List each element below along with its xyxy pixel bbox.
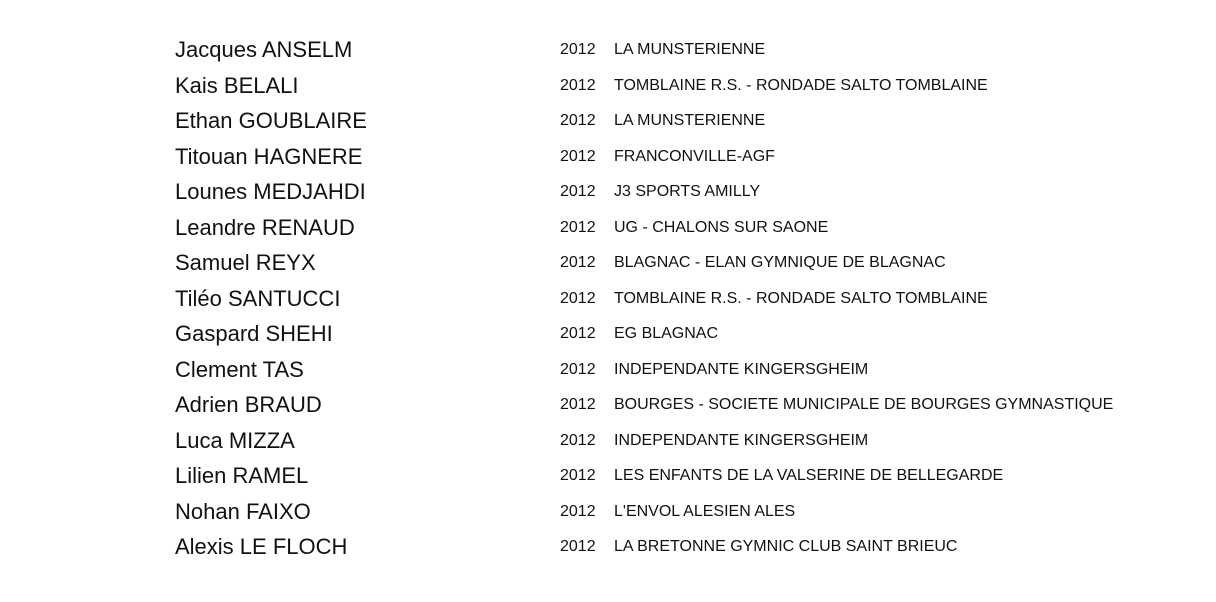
athlete-row <box>0 103 1216 139</box>
athlete-row <box>0 245 1216 281</box>
athlete-name: Nohan FAIXO <box>175 498 311 524</box>
athlete-row <box>0 139 1216 175</box>
athlete-name: Tiléo SANTUCCI <box>175 285 341 311</box>
athlete-year: 2012 <box>560 360 596 378</box>
athlete-year: 2012 <box>560 147 596 165</box>
athlete-year: 2012 <box>560 112 596 129</box>
athlete-year: 2012 <box>560 396 596 413</box>
athlete-name: Gaspard SHEHI <box>175 321 333 346</box>
athlete-year: 2012 <box>560 467 596 484</box>
athlete-year: 2012 <box>560 76 596 94</box>
athlete-club: L'ENVOL ALESIEN ALES <box>614 502 796 520</box>
athlete-club: EG BLAGNAC <box>614 325 719 342</box>
athlete-row <box>0 352 1216 388</box>
athlete-row <box>0 423 1216 459</box>
athlete-year: 2012 <box>560 538 596 555</box>
athlete-year: 2012 <box>560 431 596 449</box>
athlete-row <box>0 210 1216 246</box>
athlete-name: Adrien BRAUD <box>175 392 322 417</box>
athlete-name: Jacques ANSELM <box>175 37 353 62</box>
athlete-club: TOMBLAINE R.S. - RONDADE SALTO TOMBLAINE <box>614 289 988 307</box>
athlete-name: Alexis LE FLOCH <box>175 534 348 559</box>
athlete-club: INDEPENDANTE KINGERSGHEIM <box>614 360 869 378</box>
athlete-club: LES ENFANTS DE LA VALSERINE DE BELLEGARDE <box>614 467 1004 484</box>
athlete-row <box>0 68 1216 104</box>
athlete-row <box>0 32 1216 68</box>
athlete-year: 2012 <box>560 218 596 236</box>
athlete-year: 2012 <box>560 183 596 200</box>
athlete-club: LA MUNSTERIENNE <box>614 112 766 129</box>
athlete-club: J3 SPORTS AMILLY <box>614 183 761 200</box>
athlete-name: Kais BELALI <box>175 72 299 98</box>
athlete-year: 2012 <box>560 325 596 342</box>
athlete-row <box>0 174 1216 210</box>
athlete-name: Lounes MEDJAHDI <box>175 179 366 204</box>
athlete-name: Clement TAS <box>175 356 304 382</box>
athlete-row <box>0 387 1216 423</box>
athlete-row <box>0 281 1216 317</box>
athlete-club: UG - CHALONS SUR SAONE <box>614 218 829 236</box>
athlete-year: 2012 <box>560 41 596 58</box>
athlete-name: Ethan GOUBLAIRE <box>175 108 367 133</box>
athlete-list <box>0 32 1216 565</box>
athlete-name: Leandre RENAUD <box>175 214 355 240</box>
athlete-year: 2012 <box>560 502 596 520</box>
athlete-club: FRANCONVILLE-AGF <box>614 147 775 165</box>
athlete-year: 2012 <box>560 289 596 307</box>
athlete-name: Luca MIZZA <box>175 427 295 453</box>
athlete-row <box>0 316 1216 352</box>
athlete-name: Titouan HAGNERE <box>175 143 363 169</box>
athlete-row <box>0 494 1216 530</box>
athlete-club: BOURGES - SOCIETE MUNICIPALE DE BOURGES GYMNASTIQUE <box>614 396 1114 413</box>
athlete-name: Lilien RAMEL <box>175 463 309 488</box>
athlete-row <box>0 529 1216 565</box>
athlete-name: Samuel REYX <box>175 250 316 275</box>
athlete-club: BLAGNAC - ELAN GYMNIQUE DE BLAGNAC <box>614 254 946 271</box>
athlete-year: 2012 <box>560 254 596 271</box>
athlete-row <box>0 458 1216 494</box>
athlete-club: LA BRETONNE GYMNIC CLUB SAINT BRIEUC <box>614 538 958 555</box>
athlete-club: TOMBLAINE R.S. - RONDADE SALTO TOMBLAINE <box>614 76 988 94</box>
athlete-club: LA MUNSTERIENNE <box>614 41 766 58</box>
athlete-club: INDEPENDANTE KINGERSGHEIM <box>614 431 869 449</box>
